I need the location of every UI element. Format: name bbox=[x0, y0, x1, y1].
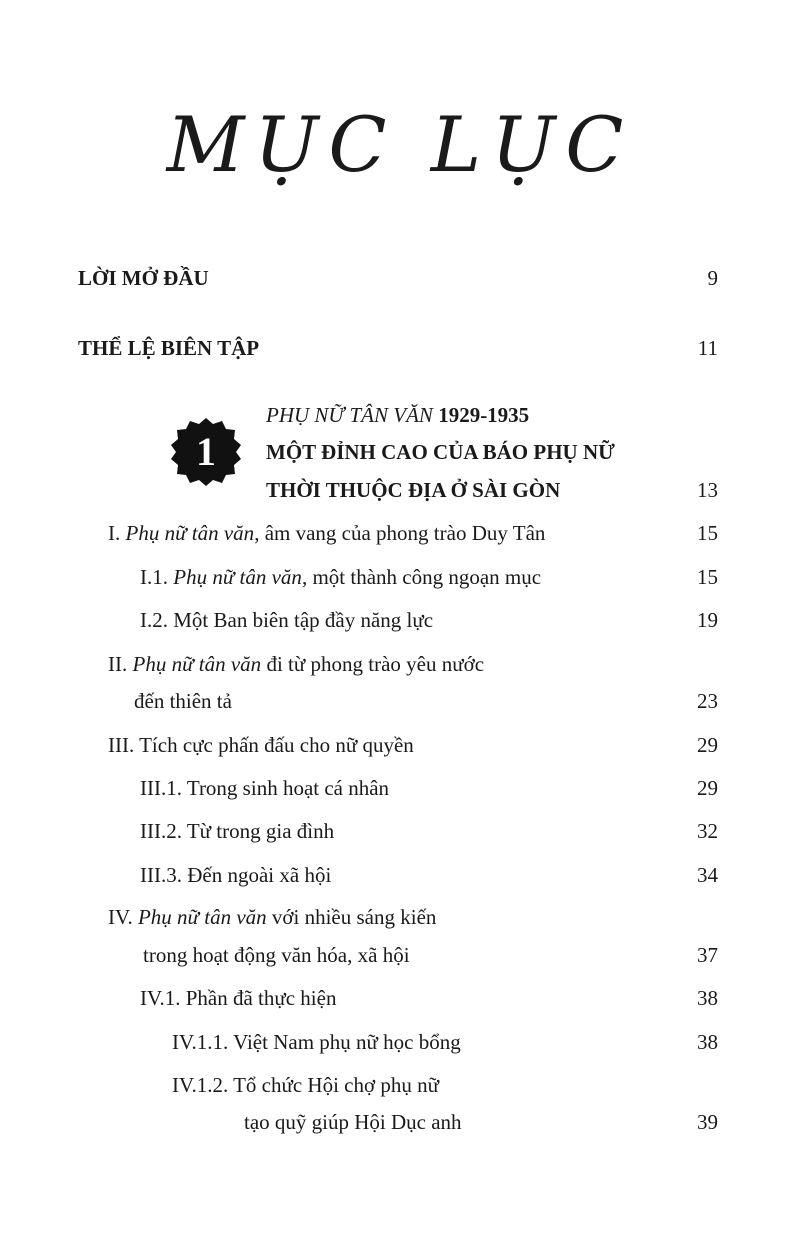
toc-page-number: 39 bbox=[697, 1110, 718, 1134]
toc-entry-iv-1-2[interactable]: IV.1.2. Tổ chức Hội chợ phụ nữ bbox=[172, 1073, 439, 1097]
chapter-heading-line1[interactable] bbox=[266, 403, 529, 428]
toc-page-number: 15 bbox=[697, 565, 718, 589]
chapter-heading-line2: MỘT ĐỈNH CAO CỦA BÁO PHỤ NỮ bbox=[266, 440, 615, 464]
toc-entry-iv-1-2-cont: tạo quỹ giúp Hội Dục anh bbox=[244, 1110, 462, 1134]
toc-entry-i-2[interactable]: I.2. Một Ban biên tập đầy năng lực bbox=[140, 608, 434, 632]
chapter-number: 1 bbox=[196, 429, 216, 474]
toc-page-number: 37 bbox=[697, 943, 718, 967]
toc-page-number: 29 bbox=[697, 733, 718, 757]
chapter-title-italic: PHỤ NỮ TÂN VĂN bbox=[266, 403, 433, 427]
chapter-years: 1929-1935 bbox=[432, 403, 530, 427]
toc-page-number: 38 bbox=[697, 986, 718, 1010]
toc-entry-i[interactable]: I. Phụ nữ tân văn, âm vang của phong trào Duy Tân bbox=[108, 521, 546, 545]
toc-entry-iii-2[interactable]: III.2. Từ trong gia đình bbox=[140, 819, 335, 843]
toc-entry-iv-1[interactable]: IV.1. Phần đã thực hiện bbox=[140, 986, 337, 1010]
toc-entry-iii-1[interactable]: III.1. Trong sinh hoạt cá nhân bbox=[140, 776, 390, 800]
toc-page-number: 34 bbox=[697, 863, 718, 887]
toc-entry-i-1[interactable]: I.1. Phụ nữ tân văn, một thành công ngoạn mục bbox=[140, 565, 542, 589]
chapter-heading-line3: THỜI THUỘC ĐỊA Ở SÀI GÒN bbox=[266, 478, 561, 502]
toc-page-number: 38 bbox=[697, 1030, 718, 1054]
toc-page-number: 15 bbox=[697, 521, 718, 545]
toc-page-number: 32 bbox=[697, 819, 718, 843]
toc-entry-iii[interactable]: III. Tích cực phấn đấu cho nữ quyền bbox=[108, 733, 414, 757]
toc-entry-iv-1-1[interactable]: IV.1.1. Việt Nam phụ nữ học bổng bbox=[172, 1030, 461, 1054]
toc-page-number: 19 bbox=[697, 608, 718, 632]
toc-entry-iv[interactable]: IV. Phụ nữ tân văn với nhiều sáng kiến bbox=[108, 905, 437, 929]
toc-page-number: 13 bbox=[697, 478, 718, 502]
toc-page-number: 9 bbox=[707, 266, 718, 290]
toc-entry-the-le-bien-tap[interactable]: THỂ LỆ BIÊN TẬP bbox=[78, 336, 260, 360]
toc-page-number: 11 bbox=[697, 336, 718, 360]
toc-entry-iii-3[interactable]: III.3. Đến ngoài xã hội bbox=[140, 863, 332, 887]
toc-entry-ii-cont: đến thiên tả bbox=[134, 689, 232, 713]
toc-entry-iv-cont: trong hoạt động văn hóa, xã hội bbox=[143, 943, 410, 967]
toc-entry-loi-mo-dau[interactable]: LỜI MỞ ĐẦU bbox=[78, 266, 209, 290]
toc-page-number: 23 bbox=[697, 689, 718, 713]
toc-page-number: 29 bbox=[697, 776, 718, 800]
page-title: MỤC LỤC bbox=[166, 100, 634, 189]
toc-entry-ii[interactable]: II. Phụ nữ tân văn đi từ phong trào yêu nước bbox=[108, 652, 485, 676]
chapter-badge bbox=[170, 416, 242, 488]
